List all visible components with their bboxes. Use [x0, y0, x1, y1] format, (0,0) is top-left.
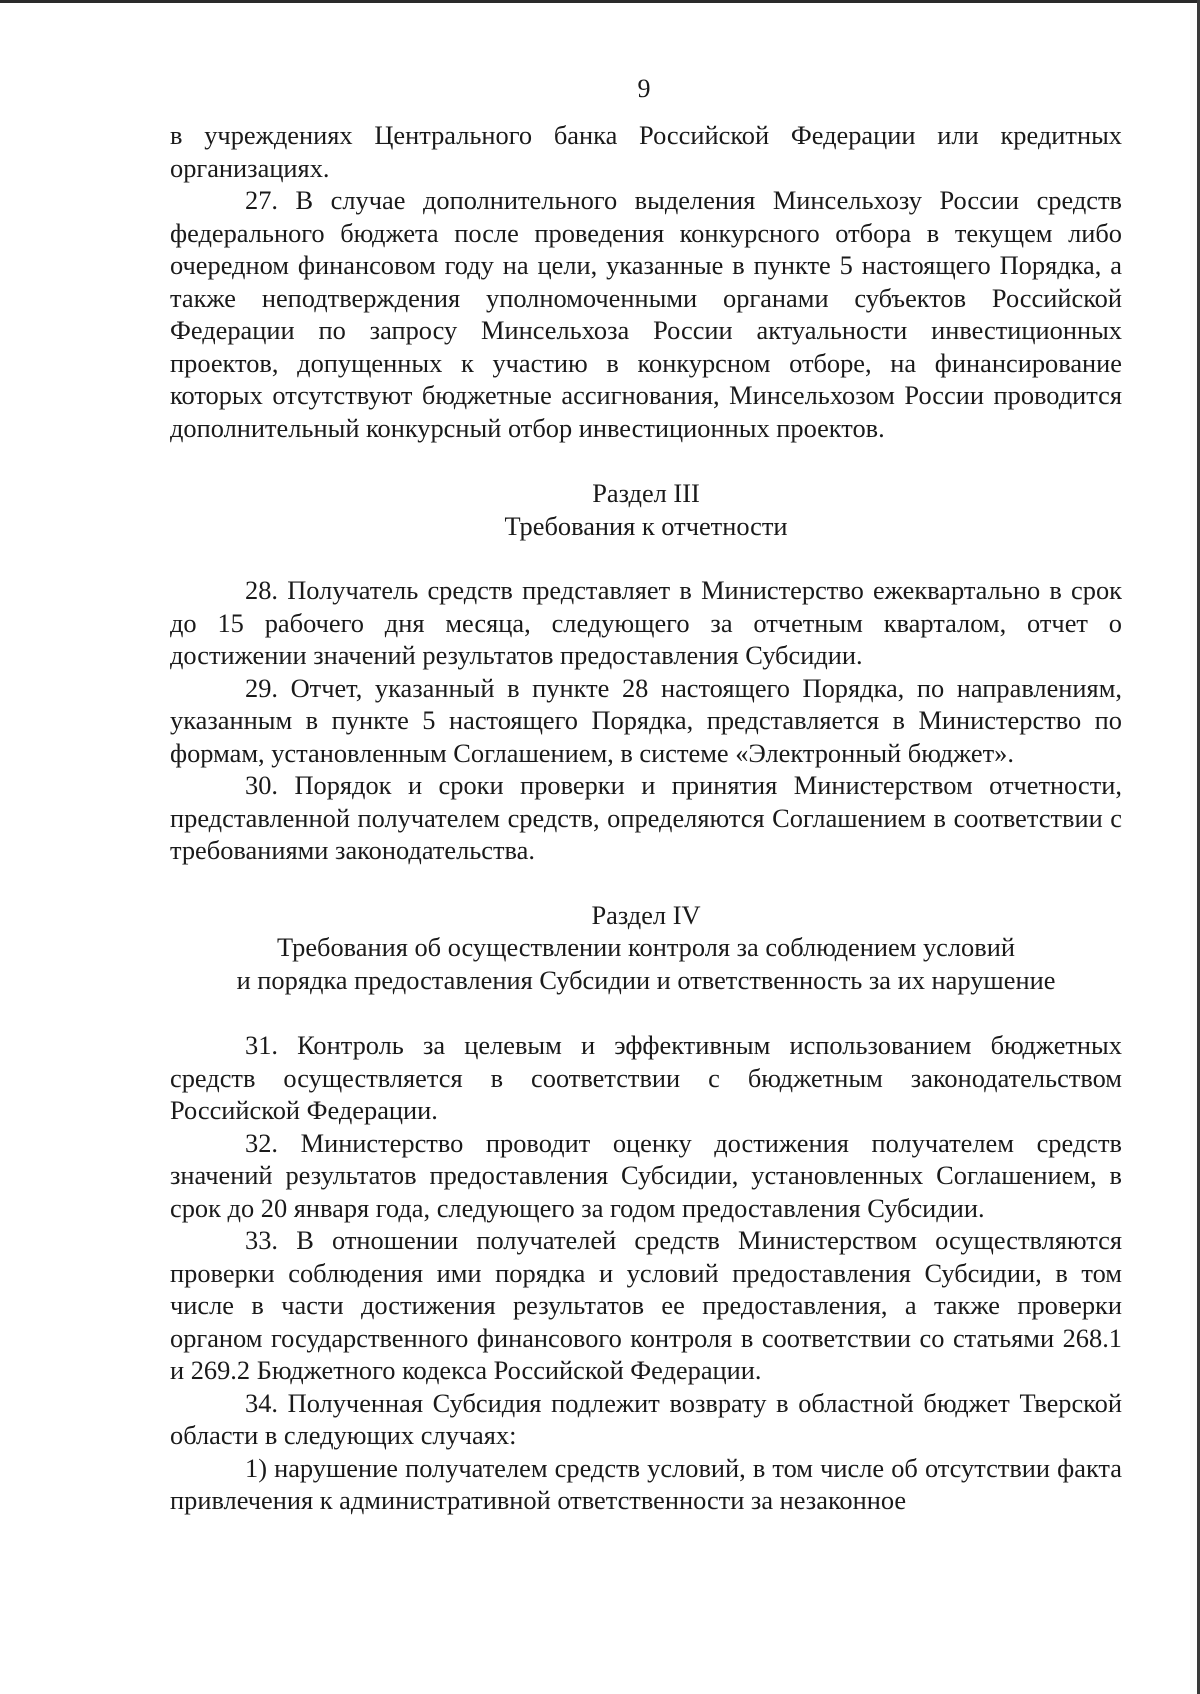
- section-3-heading: [170, 477, 1122, 542]
- paragraph-32: 32. Министерство проводит оценку достижения получателем средств значений результатов предоставления Субсидии, установленных Соглашением, в срок до 20 января года, следующего за годом предоставления Субсидии.: [170, 1127, 1122, 1223]
- paragraph-34: 34. Полученная Субсидия подлежит возврату в областной бюджет Тверской области в следующих случаях:: [170, 1387, 1122, 1450]
- page-number: 9: [637, 74, 651, 103]
- section-4-title-line-2: и порядка предоставления Субсидии и ответственность за их нарушение: [236, 964, 1056, 995]
- section-3-label: Раздел III: [592, 478, 700, 508]
- section-4-heading: [170, 899, 1122, 997]
- paragraph-31: 31. Контроль за целевым и эффективным использованием бюджетных средств осуществляется в соответствии с бюджетным законодательством Российской Федерации.: [170, 1030, 1122, 1125]
- paragraph-27: 27. В случае дополнительного выделения Минсельхозу России средств федерального бюджета после проведения конкурсного отбора в текущем либо очередном финансовом году на цели, указанные в пункте 5 настоящего Порядка, а также неподтверждения уполномоченными органами субъектов Российской Федерации по запросу Минсельхоза России актуальности инвестиционных проектов, допущенных к участию в конкурсном отборе, на финансирование которых отсутствуют бюджетные ассигнования, Минсельхозом России проводится дополнительный конкурсный отбор инвестиционных проектов.: [170, 185, 1122, 443]
- section-3-title: Требования к отчетности: [504, 510, 788, 541]
- paragraph-33: 33. В отношении получателей средств Министерством осуществляются проверки соблюдения ими порядка и условий предоставления Субсидии, в том числе в части достижения результатов ее предоставления, а также проверки органом государственного финансового контроля в соответствии со статьями 268.1 и 269.2 Бюджетного кодекса Российской Федерации.: [170, 1225, 1122, 1385]
- section-4-label: Раздел IV: [591, 899, 701, 930]
- paragraph-34-item-1: 1) нарушение получателем средств условий, в том числе об отсутствии факта привлечения к административной ответственности за незаконное: [170, 1452, 1122, 1515]
- paragraph-30: 30. Порядок и сроки проверки и принятия Министерством отчетности, представленной получателем средств, определяются Соглашением в соответствии с требованиями законодательства.: [170, 770, 1122, 865]
- paragraph-28: 28. Получатель средств представляет в Министерство ежеквартально в срок до 15 рабочего дня месяца, следующего за отчетным кварталом, отчет о достижении значений результатов предоставления Субсидии.: [170, 575, 1122, 670]
- paragraph-29: 29. Отчет, указанный в пункте 28 настоящего Порядка, по направлениям, указанным в пункте 5 настоящего Порядка, представляется в Министерство по формам, установленным Соглашением, в системе «Электронный бюджет».: [170, 672, 1122, 768]
- document-body: [170, 119, 1122, 1517]
- scan-edge-top: [0, 0, 1200, 3]
- paragraph-continuation: в учреждениях Центрального банка Российской Федерации или кредитных организациях.: [170, 120, 1122, 183]
- section-4-title-line-1: Требования об осуществлении контроля за соблюдением условий: [277, 932, 1015, 962]
